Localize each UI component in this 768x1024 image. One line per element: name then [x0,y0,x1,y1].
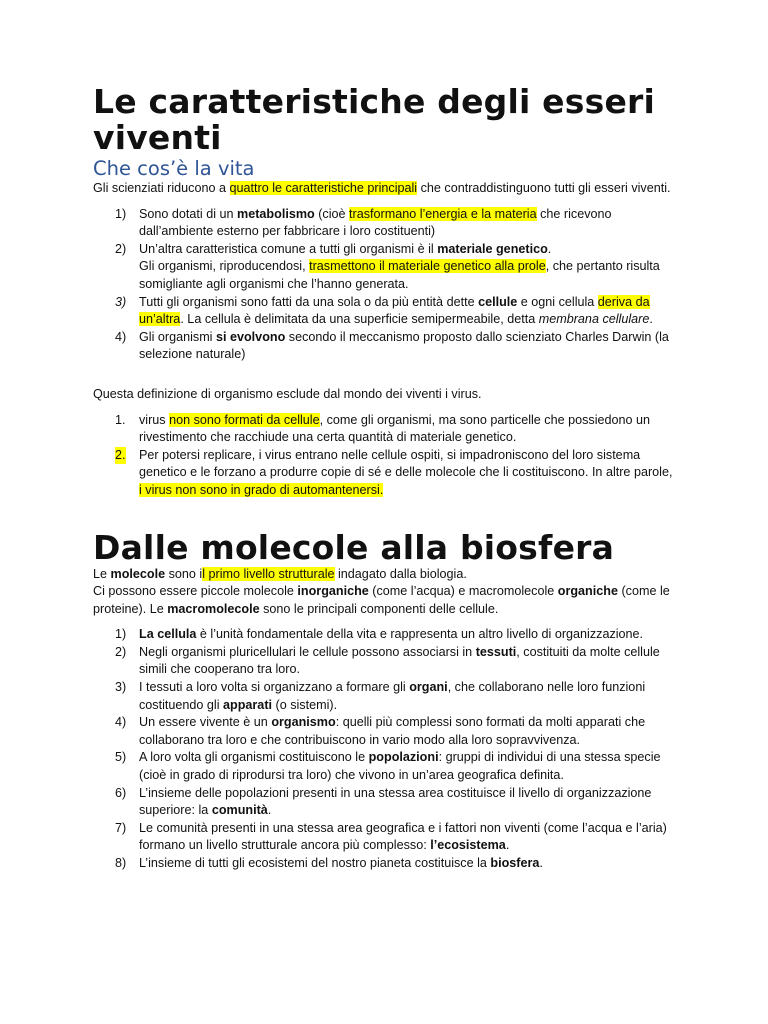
bold-text: organi [409,680,448,695]
list-item [93,820,678,855]
macromolecules-paragraph [93,583,678,618]
text-run: (cioè [314,206,350,221]
bold-text: l’ecosistema [430,838,506,853]
list-item [93,626,678,644]
list-item [93,679,678,714]
list-number: 3) [115,680,127,695]
section-subtitle: Che cos’è la vita [93,157,255,180]
molecules-paragraph [93,566,678,584]
text-run: che ricevono dall’ambiente esterno per fabbricare i loro costituenti) [139,206,612,239]
spacer [93,500,678,530]
bold-text: tessuti [475,644,517,659]
bold-text: popolazioni [368,750,439,765]
text-run: indagato dalla biologia. [334,566,467,581]
bold-text: macromolecole [167,601,260,616]
list-number: 2. [115,447,126,465]
list-number: 8) [115,856,127,870]
text-run: sono le principali componenti delle cellule. [259,601,499,616]
text-run: Per potersi replicare, i virus entrano nelle cellule ospiti, si impadroniscono del loro sistema genetico e le forzano a produrre copie di sé e delle molecole che li costituiscono. In altre parole, [139,447,673,480]
text-run: Le [93,566,111,581]
bold-text: comunità [211,803,268,818]
list-item [93,206,678,241]
highlighted-text: i virus non sono in grado di automantenersi. [139,482,384,497]
section-title: Le caratteristiche degli esseri viventi [93,82,656,157]
text-run: Gli organismi [139,329,216,344]
list-item [93,714,678,749]
list-number: 1) [115,627,127,642]
bold-text: organismo [271,715,336,730]
list-number: 1. [115,412,126,427]
highlighted-text: trasformano l’energia e la materia [349,206,537,221]
text-run: è l’unità fondamentale della vita e rappresenta un altro livello di organizzazione. [196,627,644,642]
bold-text: molecole [110,566,166,581]
virus-intro: Questa definizione di organismo esclude dal mondo dei viventi i virus. [93,386,482,401]
text-run: : quelli più complessi sono formati da molti apparati che collaborano tra loro e che contribuiscono in vario modo alla loro sopravvivenza. [139,715,646,747]
list-item [93,447,678,500]
spacer [93,364,678,386]
text-run: virus [139,412,170,427]
list-number: 5) [115,750,127,765]
italic-text: membrana cellulare [538,312,650,327]
highlighted-text: quattro le caratteristiche principali [229,181,418,195]
text-run: , come gli organismi, ma sono particelle che possiedono un rivestimento che racchiude una certa quantità di materiale genetico. [139,412,651,445]
text-run: . [505,838,510,853]
list-number: 4) [115,715,127,730]
highlighted-text: trasmettono il materiale genetico alla prole [309,259,546,274]
list-item [93,785,678,820]
text-run: A loro volta gli organismi costituiscono le [139,750,369,765]
text-run: . [539,856,543,870]
text-run: I tessuti a loro volta si organizzano a formare gli [139,680,410,695]
text-run: Un essere vivente è un [139,715,272,730]
list-item [93,329,678,364]
list-number: 4) [115,329,127,344]
text-run: , costituiti da molte cellule simili che cooperano tra loro. [139,644,660,677]
text-run: , che pertanto risulta somigliante agli organismi che l’hanno generata. [139,259,660,291]
bold-text: cellule [478,294,518,309]
bold-text: biosfera [490,856,540,870]
text-run: . [649,312,653,327]
text-run: che contraddistinguono tutti gli esseri viventi. [417,181,671,195]
text-run: Tutti gli organismi sono fatti da una sola o da più entità dette [139,294,479,309]
text-run: . [267,803,272,818]
list-number: 2) [115,644,127,659]
characteristics-list [93,206,678,364]
text-run: e ogni cellula [517,294,598,309]
text-run: L’insieme di tutti gli ecosistemi del nostro pianeta costituisce la [139,856,491,870]
list-item [93,241,678,294]
list-item [93,644,678,679]
text-run: (o sistemi). [272,697,338,712]
text-run: Le comunità presenti in una stessa area geografica e i fattori non viventi (come l’acqua e l’aria) formano un livello strutturale ancora più complesso: [139,820,667,853]
bold-text: si evolvono [215,329,286,344]
highlighted-text: l primo livello strutturale [202,566,335,581]
highlighted-text: deriva da un’altra [139,294,650,327]
bold-text: apparati [223,697,273,712]
list-number: 6) [115,785,127,800]
document-body [93,84,678,873]
bold-text: metabolismo [237,206,315,221]
highlighted-text: non sono formati da cellule [169,412,320,427]
text-run: Negli organismi pluricellulari le cellule possono associarsi in [139,644,476,659]
list-number: 1) [115,206,127,221]
section-title: Dalle molecole alla biosfera [93,527,615,567]
text-run: . [547,241,552,256]
text-run: : gruppi di individui di una stessa specie (cioè in grado di riprodursi tra loro) che vivono in un’area geografica definita. [139,750,661,783]
text-run: Gli scienziati riducono a [93,181,230,195]
list-item [93,294,678,329]
text-run: Un’altra caratteristica comune a tutti gli organismi è il [139,241,438,256]
text-run: (come l’acqua) e macromolecole [368,584,558,599]
bold-text: materiale genetico [437,241,548,256]
text-run: . La cellula è delimitata da una superficie semipermeabile, detta [180,312,539,327]
list-number: 3) [115,294,127,309]
list-item [93,412,678,447]
bold-text: organiche [557,584,618,599]
text-run: (come le proteine). Le [93,584,670,616]
text-run: L’insieme delle popolazioni presenti in una stessa area costituisce il livello di organizzazione superiore: la [139,785,652,818]
list-item [93,855,678,873]
intro-paragraph [93,180,678,198]
list-number: 2) [115,241,127,256]
list-item [93,749,678,784]
text-run: Sono dotati di un [139,206,238,221]
text-run: , che collaborano nelle loro funzioni costituendo gli [139,680,646,712]
levels-list [93,626,678,872]
text-run: sono i [165,566,203,581]
bold-text: inorganiche [297,584,369,599]
text-run: Gli organismi, riproducendosi, [139,259,310,274]
text-run: secondo il meccanismo proposto dallo scienziato Charles Darwin (la selezione naturale) [139,329,669,362]
virus-list [93,412,678,500]
list-number: 7) [115,820,127,835]
bold-text: La cellula [139,627,197,642]
text-run: Ci possono essere piccole molecole [93,584,298,599]
